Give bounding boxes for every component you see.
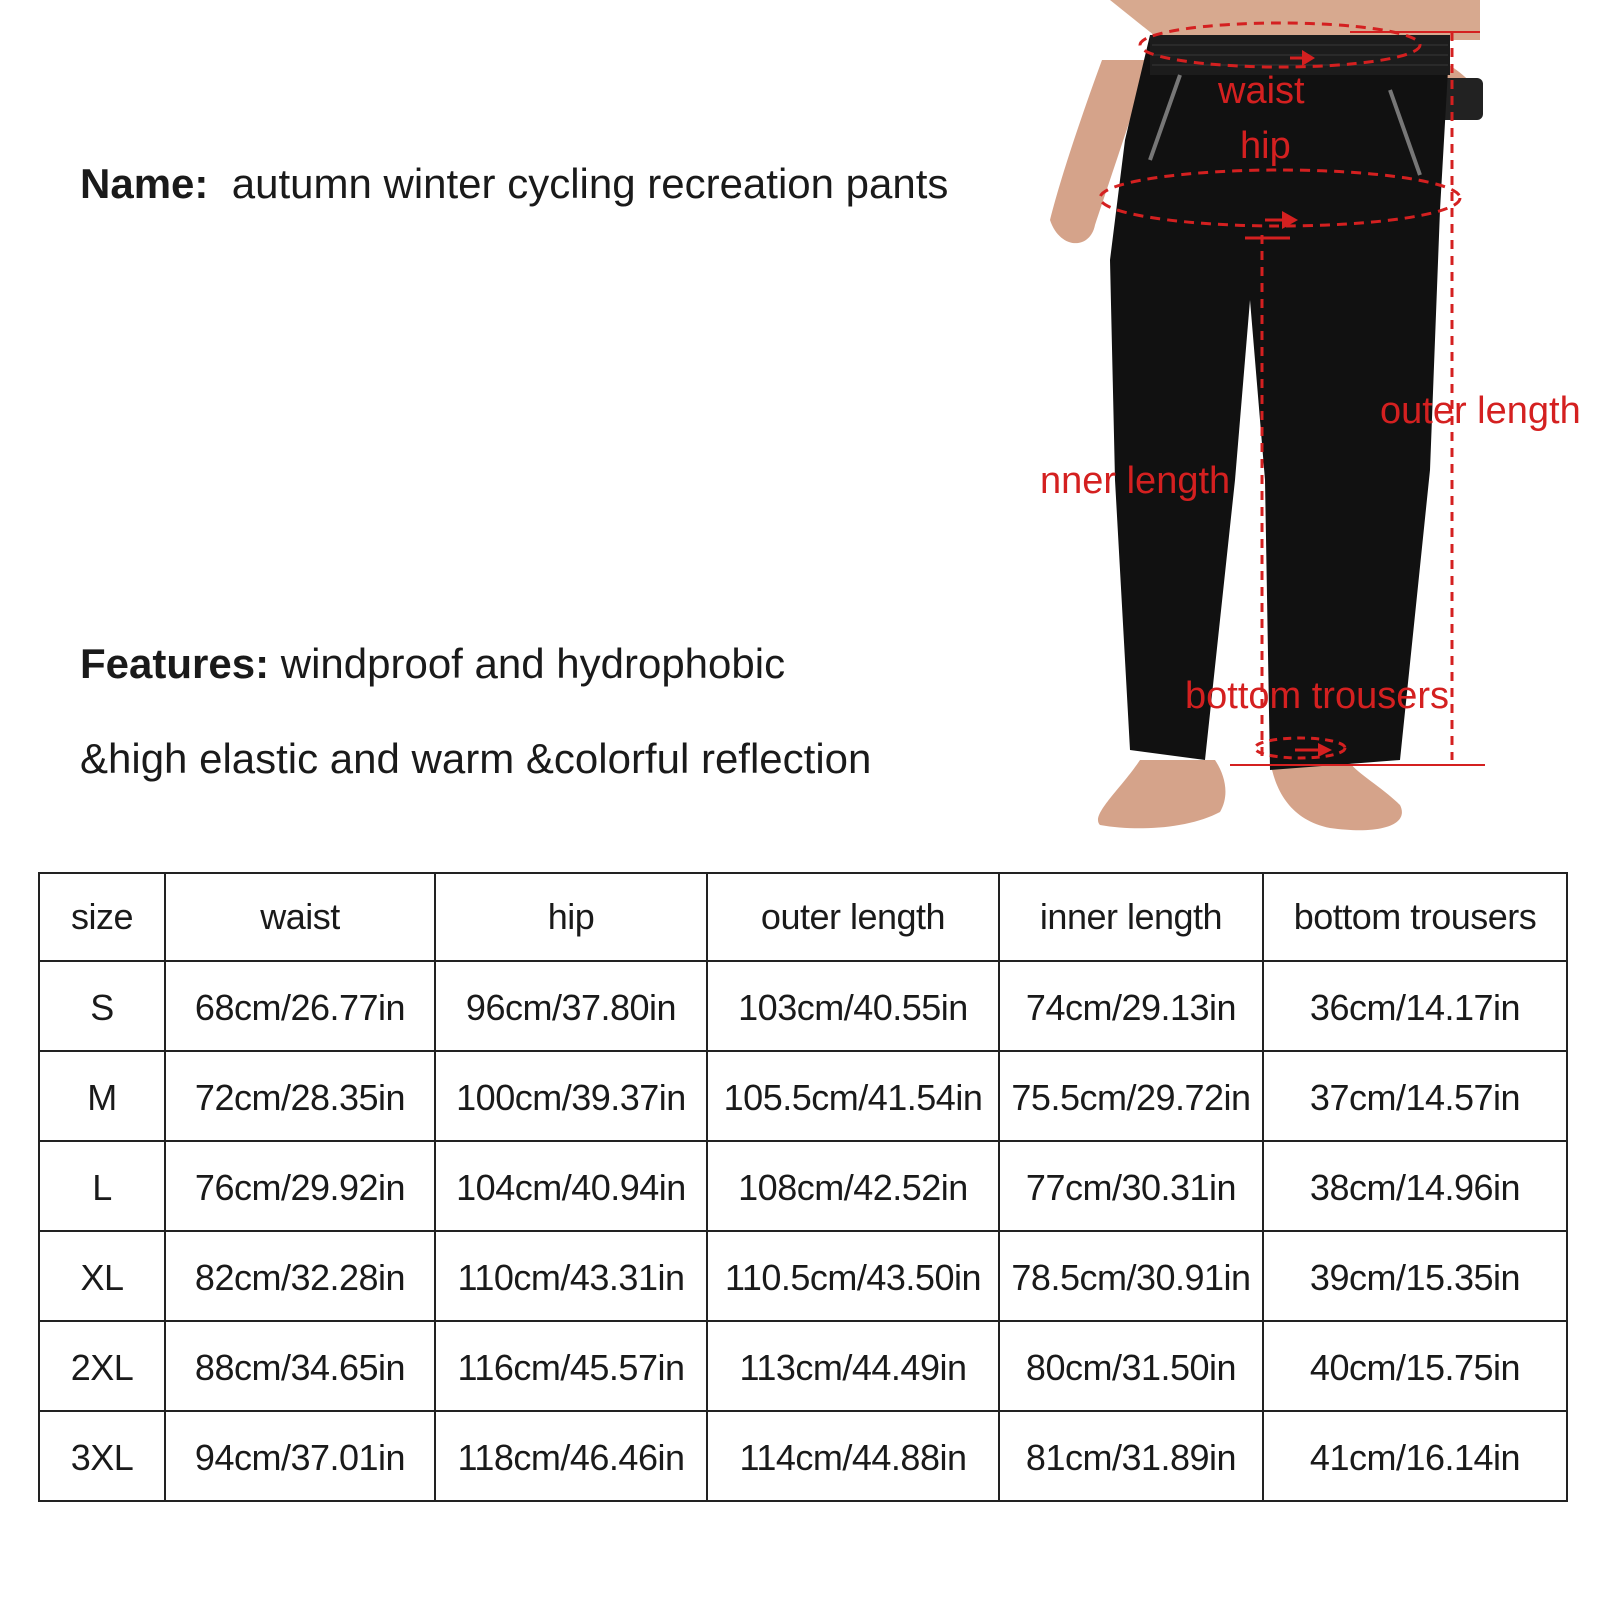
table-cell: 68cm/26.77in <box>165 961 435 1051</box>
waist-label: waist <box>1218 70 1305 112</box>
table-cell: 38cm/14.96in <box>1263 1141 1567 1231</box>
hip-label: hip <box>1240 125 1291 167</box>
table-cell: 116cm/45.57in <box>435 1321 707 1411</box>
table-cell: 96cm/37.80in <box>435 961 707 1051</box>
torso-skin <box>1110 0 1480 40</box>
table-cell: 77cm/30.31in <box>999 1141 1263 1231</box>
inner-length-label: nner length <box>1040 460 1231 502</box>
left-foot <box>1098 760 1225 828</box>
table-cell: 113cm/44.49in <box>707 1321 999 1411</box>
column-header: waist <box>165 873 435 961</box>
table-cell: 105.5cm/41.54in <box>707 1051 999 1141</box>
table-row <box>39 1321 1567 1411</box>
features-line-2: &high elastic and warm &colorful reflection <box>80 735 872 782</box>
table-cell: 75.5cm/29.72in <box>999 1051 1263 1141</box>
features-line <box>80 640 785 688</box>
column-header: bottom trousers <box>1263 873 1567 961</box>
size-cell: 2XL <box>39 1321 165 1411</box>
table-row <box>39 961 1567 1051</box>
table-cell: 100cm/39.37in <box>435 1051 707 1141</box>
outer-length-label: outer length <box>1380 390 1581 432</box>
table-cell: 94cm/37.01in <box>165 1411 435 1501</box>
table-cell: 104cm/40.94in <box>435 1141 707 1231</box>
size-cell: L <box>39 1141 165 1231</box>
pants-measurement-figure <box>1040 0 1600 850</box>
table-cell: 80cm/31.50in <box>999 1321 1263 1411</box>
table-cell: 114cm/44.88in <box>707 1411 999 1501</box>
table-cell: 110cm/43.31in <box>435 1231 707 1321</box>
column-header: hip <box>435 873 707 961</box>
table-cell: 110.5cm/43.50in <box>707 1231 999 1321</box>
size-cell: M <box>39 1051 165 1141</box>
table-cell: 37cm/14.57in <box>1263 1051 1567 1141</box>
bottom-trousers-label: bottom trousers <box>1185 675 1449 717</box>
table-cell: 40cm/15.75in <box>1263 1321 1567 1411</box>
product-name-line <box>80 160 948 208</box>
table-row <box>39 1051 1567 1141</box>
table-cell: 72cm/28.35in <box>165 1051 435 1141</box>
table-cell: 36cm/14.17in <box>1263 961 1567 1051</box>
table-cell: 81cm/31.89in <box>999 1411 1263 1501</box>
table-header-row <box>39 873 1567 961</box>
column-header: size <box>39 873 165 961</box>
table-cell: 82cm/32.28in <box>165 1231 435 1321</box>
table-cell: 74cm/29.13in <box>999 961 1263 1051</box>
name-label: Name: <box>80 160 209 207</box>
size-cell: 3XL <box>39 1411 165 1501</box>
size-cell: S <box>39 961 165 1051</box>
table-cell: 103cm/40.55in <box>707 961 999 1051</box>
table-cell: 108cm/42.52in <box>707 1141 999 1231</box>
table-row <box>39 1141 1567 1231</box>
table-cell: 78.5cm/30.91in <box>999 1231 1263 1321</box>
size-cell: XL <box>39 1231 165 1321</box>
table-cell: 118cm/46.46in <box>435 1411 707 1501</box>
table-cell: 88cm/34.65in <box>165 1321 435 1411</box>
name-value: autumn winter cycling recreation pants <box>231 160 949 207</box>
table-cell: 39cm/15.35in <box>1263 1231 1567 1321</box>
table-cell: 76cm/29.92in <box>165 1141 435 1231</box>
features-value-1: windproof and hydrophobic <box>280 640 786 687</box>
table-row <box>39 1411 1567 1501</box>
column-header: inner length <box>999 873 1263 961</box>
table-cell: 41cm/16.14in <box>1263 1411 1567 1501</box>
features-label: Features: <box>80 640 270 687</box>
table-row <box>39 1231 1567 1321</box>
column-header: outer length <box>707 873 999 961</box>
size-chart-table <box>38 872 1568 1502</box>
